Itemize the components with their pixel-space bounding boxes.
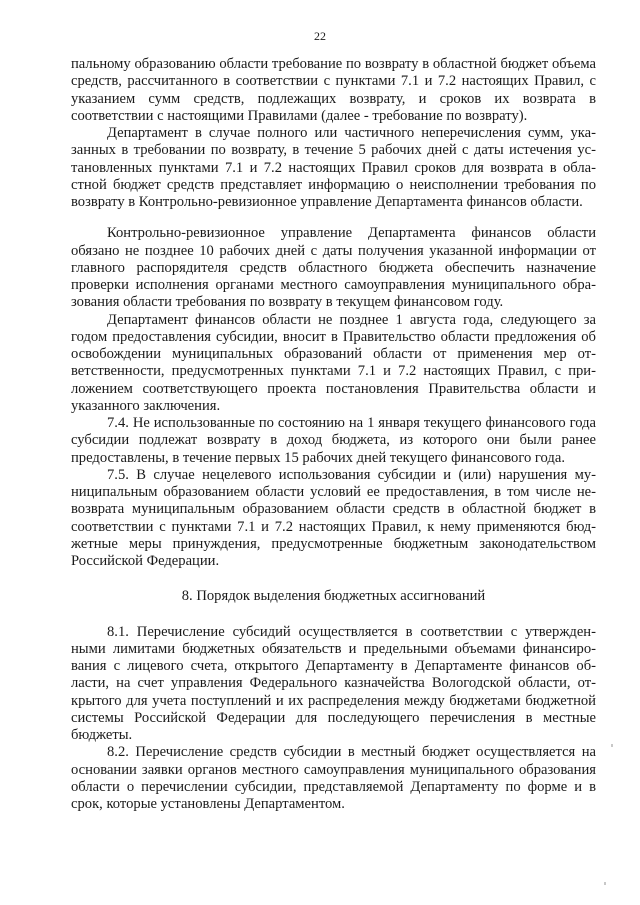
paragraph-7-4: 7.4. Не использованные по состоянию на 1 января текущего финансового года субсидии подлежат возврату в доход бюджета, из которого они были ранее предоставлены, в течение первых 15 рабочих дней текущего финансового года.	[71, 415, 596, 466]
document-body	[71, 56, 596, 813]
paragraph-finance-department: Департамент финансов области не позднее 1 августа года, следующего за годом предоставления субсидии, вносит в Правительство области предложения об освобождении муниципальных образований области от применения мер ответственности, предусмотренных пунктами 7.1 и 7.2 настоящих Правил, с приложением соответствующего проекта постановления Правительства области и указанного заключения.	[71, 311, 596, 414]
section-8-title: 8. Порядок выделения бюджетных ассигнований	[181, 588, 486, 605]
paragraph-continuation: пальному образованию области требование по возврату в областной бюджет объема средств, рассчитанного в соответствии с пунктами 7.1 и 7.2 настоящих Правил, с указанием сумм средств, подлежащих возврату, и сроков их возврата в соответствии с настоящими Правилами (далее - требование по возврату).	[71, 56, 596, 124]
paragraph-8-1: 8.1. Перечисление субсидий осуществляется в соответствии с утвержденными лимитами бюджетных обязательств и предельными объемами финансирования с лицевого счета, открытого Департаменту в Департаменте финансов области, на счет управления Федерального казначейства Вологодской области, открытого для учета поступлений и их распределения между бюджетами бюджетной системы Российской Федерации для последующего перечисления в местные бюджеты.	[71, 623, 596, 743]
paragraph-8-2: 8.2. Перечисление средств субсидии в местный бюджет осуществляется на основании заявки органов местного самоуправления муниципального образования области о перечислении субсидии, представляемой Департаменту по форме и в срок, которые установлены Департаментом.	[71, 744, 596, 812]
paragraph-department-notice: Департамент в случае полного или частичного неперечисления сумм, указанных в требовании по возврату, в течение 5 рабочих дней с даты истечения установленных пунктами 7.1 и 7.2 настоящих Правил сроков для возврата в областной бюджет средств представляет информацию о неисполнении требования по возврату в Контрольно-ревизионное управление Департамента финансов области.	[71, 125, 596, 210]
scan-speck	[611, 744, 613, 747]
page-number: 22	[314, 29, 326, 43]
paragraph-control-audit: Контрольно-ревизионное управление Департамента финансов области обязано не позднее 10 рабочих дней с даты получения указанной информации от главного распорядителя средств областного бюджета обеспечить назначение проверки исполнения органами местного самоуправления муниципального образования области требования по возврату в текущем финансовом году.	[71, 225, 596, 311]
paragraph-7-5: 7.5. В случае нецелевого использования субсидии и (или) нарушения муниципальным образованием области условий ее предоставления, в том числе невозврата муниципальным образованием области средств в областной бюджет в соответствии с пунктами 7.1 и 7.2 настоящих Правил, к нему применяются бюджетные меры принуждения, предусмотренные бюджетным законодательством Российской Федерации.	[71, 466, 596, 569]
scan-speck	[604, 882, 606, 885]
